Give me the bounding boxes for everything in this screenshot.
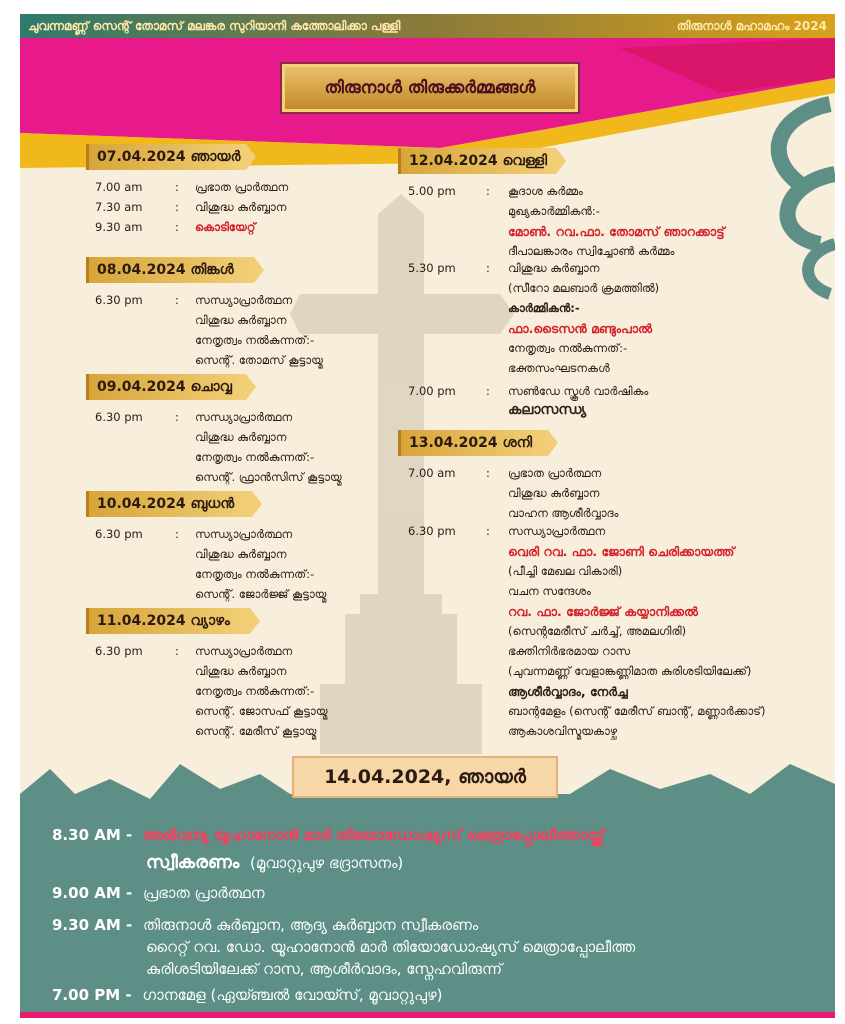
day-header-0904: 09.04.2024 ചൊവ്വ: [86, 374, 246, 400]
festival-title: തിരുനാൾ മഹാമഹം 2024: [676, 18, 827, 33]
day-header-0804: 08.04.2024 തിങ്കൾ: [86, 257, 254, 283]
final-row-1b: സ്വീകരണം (മൂവാറ്റുപുഴ ഭദ്രാസനം): [146, 852, 404, 873]
day-header-1204: 12.04.2024 വെള്ളി: [398, 148, 556, 174]
final-row-2: 9.00 AM - പ്രഭാത പ്രാർത്ഥന: [52, 884, 265, 902]
final-row-4: 7.00 PM - ഗാനമേള (ഏയ്ഞ്ചൽ വോയ്സ്, മൂവാറ്റുപുഴ): [52, 986, 443, 1004]
final-row-3b: റൈറ്റ് റവ. ഡോ. യൂഹാനോൻ മാർ തിയോഡോഷ്യസ് മെത്രാപ്പോലീത്ത: [146, 938, 636, 956]
day-header-1004: 10.04.2024 ബുധൻ: [86, 491, 252, 517]
poster: ചുവന്നമണ്ണ് സെന്റ് തോമസ് മലങ്കര സുറിയാനി കത്തോലിക്കാ പള്ളി തിരുനാൾ മഹാമഹം 2024 തിരുനാൾ തിരുക്കർമ്മങ്ങൾ 07.04.2024 ഞായർ 7.00 am : പ്രഭാത പ്രാർത്ഥന 7.30 am : വിശുദ്ധ കുർബ്ബാന 9.30 am : കൊടിയേറ്റ് 08.04.2024 തിങ്കൾ 6.30 pm : സന്ധ്യാപ്രാർത്ഥന വിശുദ്ധ കുർബ്ബാന നേതൃത്വം നൽകുന്നത്:- സെന്റ്. തോമസ് കൂട്ടായ്മ 09.04.2024 ചൊവ്വ 6.30 pm : സന്ധ്യാപ്രാർത്ഥന വിശുദ്ധ കുർബ്ബാന നേതൃത്വം നൽകുന്നത്:- സെന്റ്. ഫ്രാൻസിസ് കൂട്ടായ്മ 10.04.2024 ബുധൻ 6.30 pm : സന്ധ്യാപ്രാർത്ഥന വിശുദ്ധ കുർബ്ബാന നേതൃത്വം നൽകുന്നത്:- സെന്റ്. ജോർജ്ജ് കൂട്ടായ്മ 11.04.2024 വ്യാഴം 6.30 pm : സന്ധ്യാപ്രാർത്ഥന വിശുദ്ധ കുർബ്ബാന നേതൃത്വം നൽകുന്നത്:- സെന്റ്. ജോസഫ് കൂട്ടായ്മ സെന്റ്. മേരീസ് കൂട്ടായ്മ 12.04.2024 വെള്ളി 5.00 pm : കൂദാശ കർമ്മം മുഖ്യകാർമ്മികൻ:- മോൺ. റവ.ഫാ. തോമസ് ഞാറക്കാട്ട് ദീപാലങ്കാരം സ്വിച്ചോൺ കർമ്മം 5.30 pm : വിശുദ്ധ കുർബ്ബാന (സീറോ മലബാർ ക്രമത്തിൽ) കാർമ്മികൻ:- ഫാ.ടൈസൻ മണ്ടുംപാൽ നേതൃത്വം നൽകുന്നത്:- ഭക്തസംഘടനകൾ 7.00 pm : സൺഡേ സ്കൂൾ വാർഷികം കലാസന്ധ്യ 13.04.2024 ശനി 7.00 am : പ്രഭാത പ്രാർത്ഥന വിശുദ്ധ കുർബ്ബാന വാഹന ആശീർവ്വാദം 6.30 pm : സന്ധ്യാപ്രാർത്ഥന വെരി റവ. ഫാ. ജോണി ചെരിക്കായത്ത് (പീച്ചി മേഖല വികാരി) വചന സന്ദേശം റവ. ഫാ. ജോർജ്ജ് കയ്യാനിക്കൽ (സെന്റമേരീസ് ചർച്ച്, അമലഗിരി) ഭക്തിനിർഭരമായ റാസ (ചുവന്നമണ്ണ് വേളാങ്കണ്ണിമാത കുരിശടിയിലേക്ക്) ആശീർവ്വാദം, നേർച്ച ബാന്റമേളം (സെന്റ് മേരീസ് ബാന്റ്, മണ്ണാർക്കാട്) ആകാശവിസ്മയകാഴ്ച 14.04.2024, ഞായർ 8.30 AM - അഭിവന്ദ്യ യൂഹാനോൻ മാർ തിയോഡോഷ്യസ് മെത്രാപ്പോലീത്തായ്ക്ക് സ്വീകരണം (മൂവാറ്റുപുഴ ഭദ്രാസനം) 9.00 AM - പ്രഭാത പ്രാർത്ഥന 9.30 AM - തിരുനാൾ കുർബ്ബാന, ആദ്യ കുർബ്ബാന സ്വീകരണം റൈറ്റ് റവ. ഡോ. യൂഹാനോൻ മാർ തിയോഡോഷ്യസ് മെത്രാപ്പോലീത്ത കുരിശടിയിലേക്ക് റാസ, ആശീർവാദം, സ്നേഹവിരുന്ന് 7.00 PM - ഗാനമേള (ഏയ്ഞ്ചൽ വോയ്സ്, മൂവാറ്റുപുഴ): [20, 14, 835, 1018]
day-header-1104: 11.04.2024 വ്യാഴം: [86, 608, 250, 634]
day-header-1304: 13.04.2024 ശനി: [398, 430, 548, 456]
final-day-header: 14.04.2024, ഞായർ: [292, 756, 558, 798]
church-name: ചുവന്നമണ്ണ് സെന്റ് തോമസ് മലങ്കര സുറിയാനി കത്തോലിക്കാ പള്ളി: [28, 18, 401, 33]
page-title: തിരുനാൾ തിരുക്കർമ്മങ്ങൾ: [282, 64, 578, 112]
final-row-3: 9.30 AM - തിരുനാൾ കുർബ്ബാന, ആദ്യ കുർബ്ബാന സ്വീകരണം: [52, 916, 479, 934]
final-row-1: 8.30 AM - അഭിവന്ദ്യ യൂഹാനോൻ മാർ തിയോഡോഷ്യസ് മെത്രാപ്പോലീത്തായ്ക്ക്: [52, 826, 605, 844]
header-bar: [20, 14, 835, 38]
bottom-strip: [20, 1012, 835, 1018]
leaf-decoration: [740, 94, 835, 304]
day-header-0704: 07.04.2024 ഞായർ: [86, 144, 246, 170]
final-row-3c: കുരിശടിയിലേക്ക് റാസ, ആശീർവാദം, സ്നേഹവിരുന്ന്: [146, 960, 503, 978]
